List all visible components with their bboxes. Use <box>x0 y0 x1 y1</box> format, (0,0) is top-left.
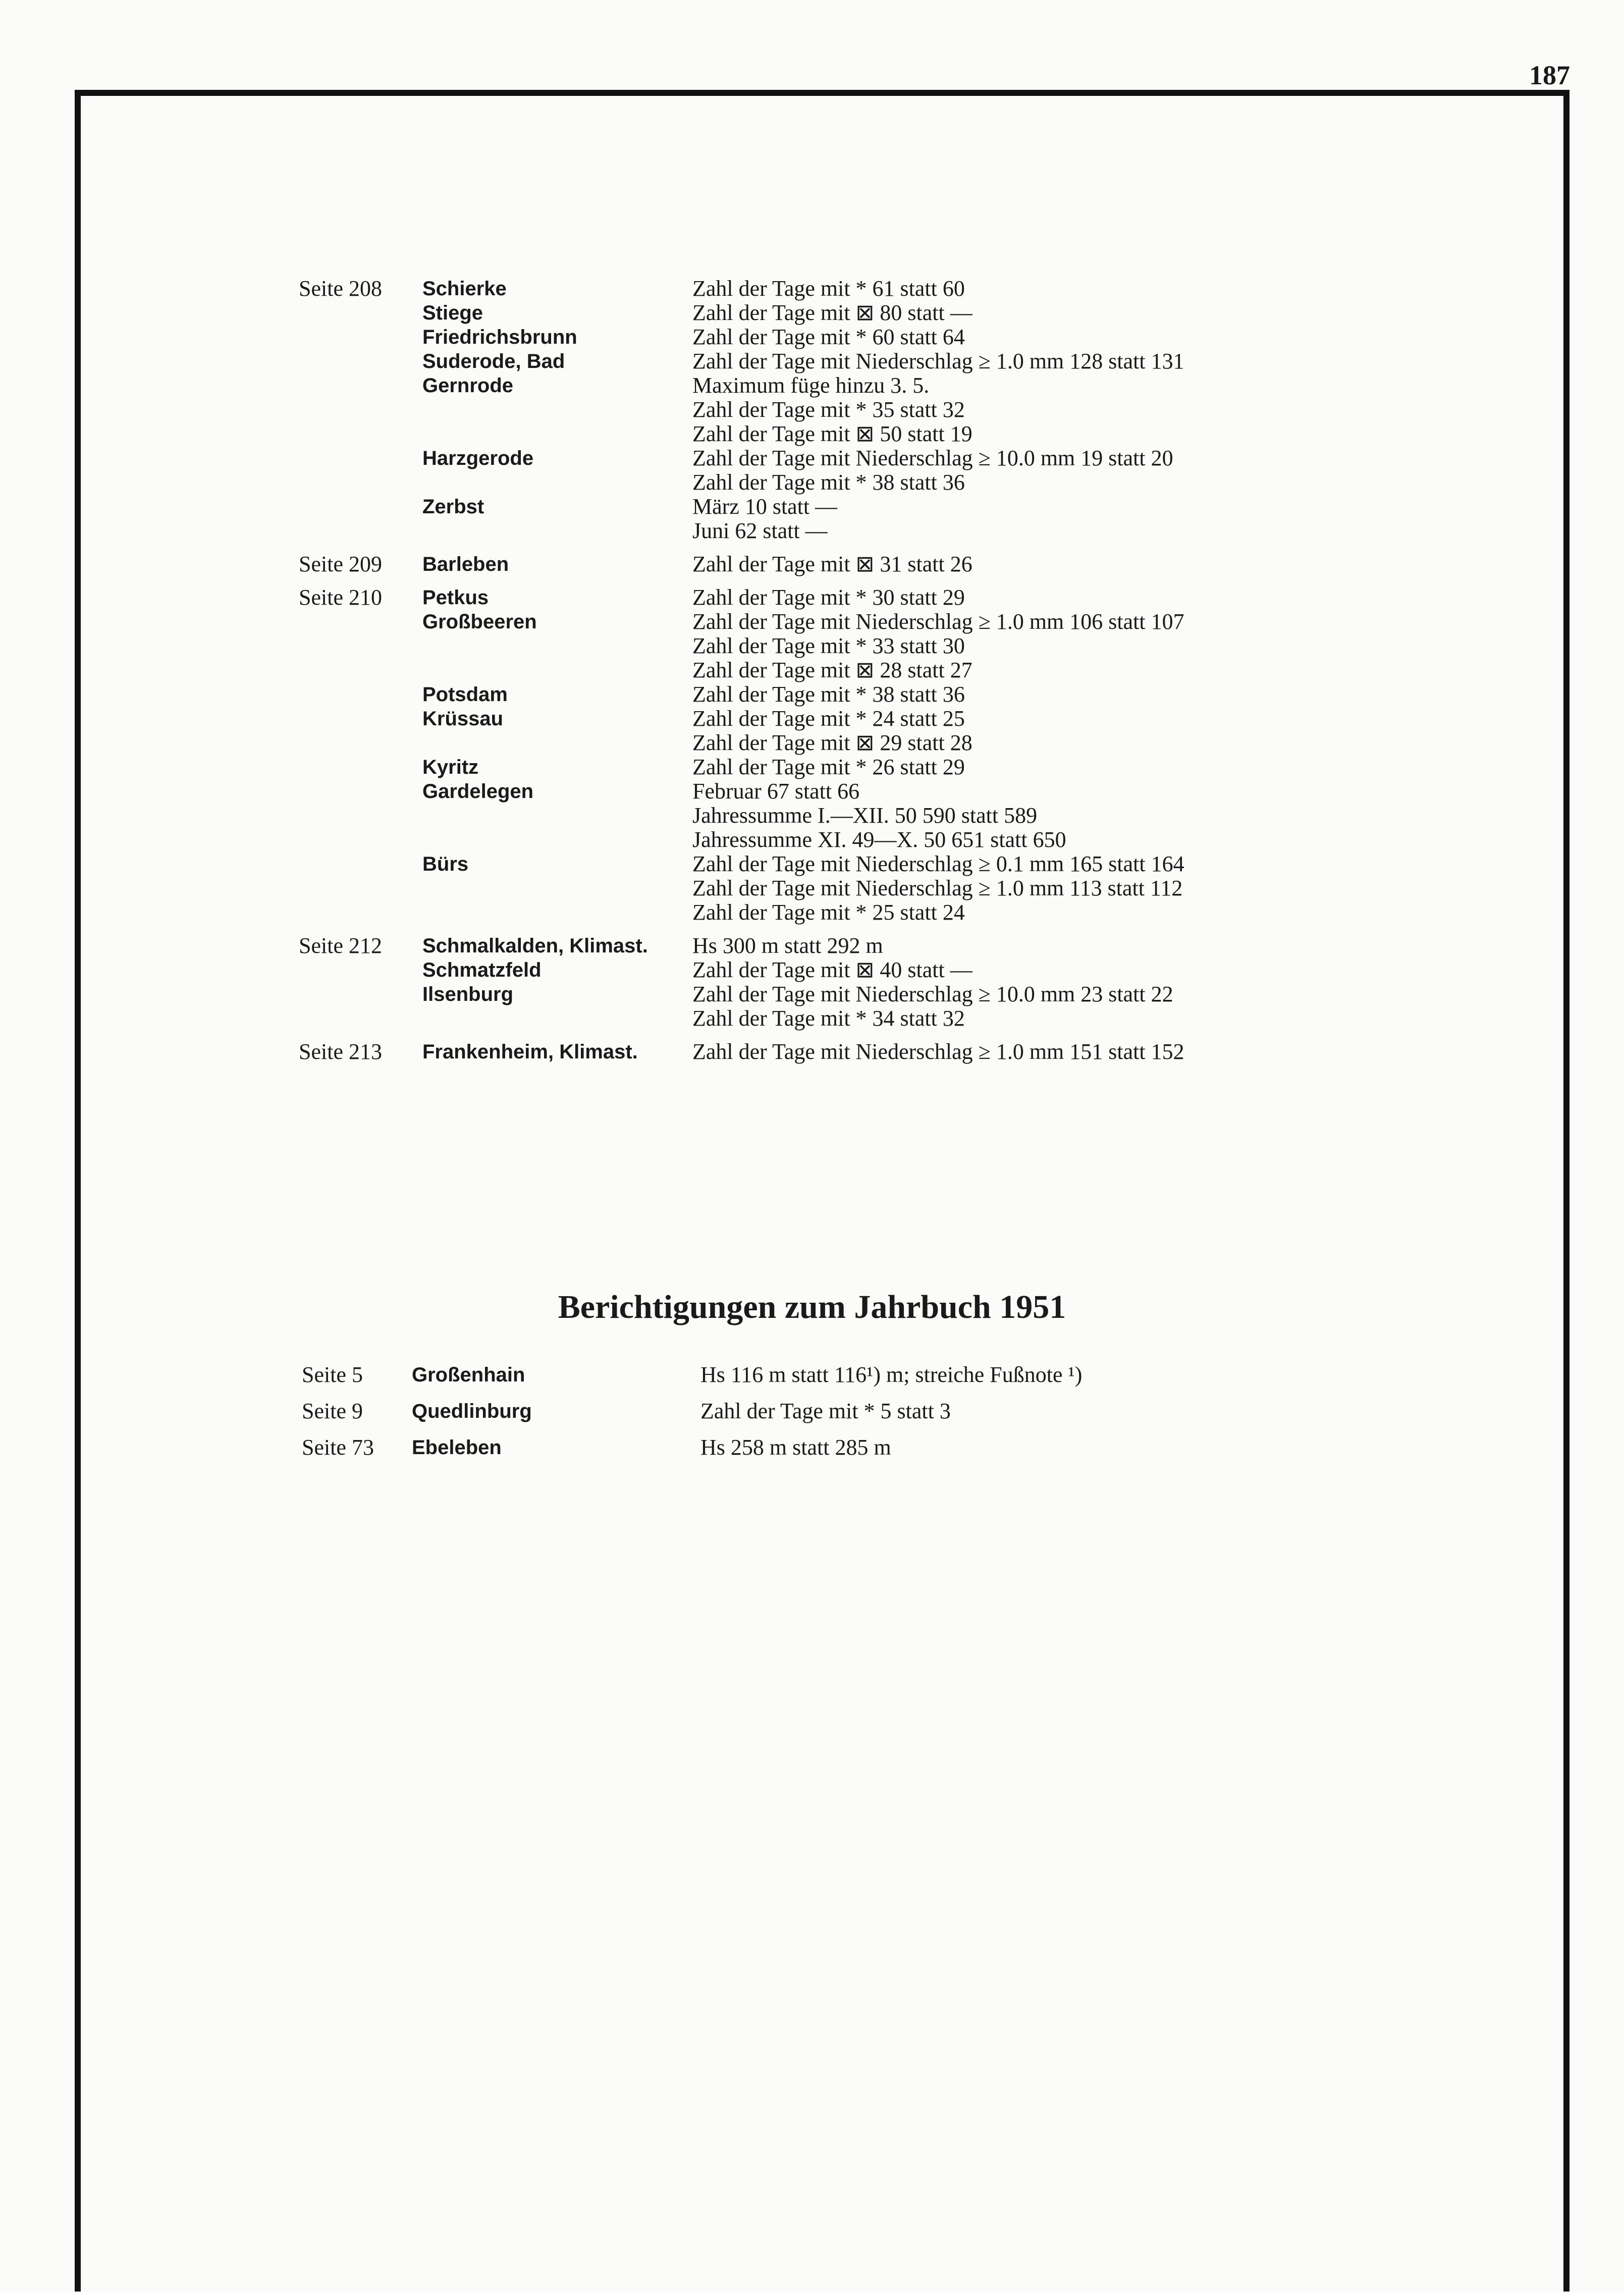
correction-row <box>422 707 1459 731</box>
correction-row <box>302 1393 1463 1429</box>
correction-text: Jahressumme I.—XII. 50 590 statt 589 <box>692 803 1038 828</box>
correction-text: Zahl der Tage mit * 38 statt 36 <box>692 470 965 495</box>
correction-row <box>422 495 1459 519</box>
page-reference: Seite 73 <box>302 1435 374 1460</box>
correction-row <box>302 1357 1463 1393</box>
correction-text: Juni 62 statt — <box>692 518 828 543</box>
correction-text: Zahl der Tage mit * 5 statt 3 <box>700 1399 951 1423</box>
correction-group <box>299 934 1459 1031</box>
station-name: Ilsenburg <box>422 983 514 1005</box>
correction-text: Zahl der Tage mit ⊠ 29 statt 28 <box>692 730 972 755</box>
section-heading: Berichtigungen zum Jahrbuch 1951 <box>558 1289 1066 1325</box>
page-reference: Seite 213 <box>299 1039 382 1064</box>
correction-row <box>422 900 1459 925</box>
station-name: Friedrichsbrunn <box>422 326 577 348</box>
station-name <box>422 470 692 495</box>
station-name: Harzgerode <box>422 447 534 469</box>
station-name: Potsdam <box>422 683 508 706</box>
station-name: Schmatzfeld <box>422 959 542 981</box>
correction-row <box>422 422 1459 446</box>
correction-text: Zahl der Tage mit ⊠ 80 statt — <box>692 300 972 325</box>
correction-text: Zahl der Tage mit Niederschlag ≥ 0.1 mm 165 statt 164 <box>692 851 1184 876</box>
correction-row <box>422 634 1459 658</box>
correction-row <box>422 610 1459 634</box>
correction-text: Zahl der Tage mit Niederschlag ≥ 1.0 mm 128 statt 131 <box>692 349 1184 374</box>
station-name: Gardelegen <box>422 780 534 803</box>
correction-text: Hs 258 m statt 285 m <box>700 1435 891 1460</box>
correction-row <box>422 755 1459 779</box>
correction-group <box>299 277 1459 543</box>
station-name: Krüssau <box>422 708 504 730</box>
page-reference: Seite 5 <box>302 1362 363 1387</box>
correction-text: Zahl der Tage mit * 33 statt 30 <box>692 633 965 658</box>
corrections-table-1 <box>299 277 1459 1073</box>
station-name: Bürs <box>422 853 469 875</box>
corrections-table-2 <box>302 1357 1463 1466</box>
correction-row <box>422 1006 1459 1031</box>
correction-text: Zahl der Tage mit * 60 statt 64 <box>692 325 965 349</box>
correction-text: Jahressumme XI. 49—X. 50 651 statt 650 <box>692 827 1066 852</box>
correction-text: Zahl der Tage mit * 30 statt 29 <box>692 585 965 610</box>
correction-row <box>422 779 1459 804</box>
station-name: Großenhain <box>412 1364 525 1386</box>
station-name <box>422 876 692 900</box>
correction-text: Zahl der Tage mit Niederschlag ≥ 1.0 mm 113 statt 112 <box>692 876 1183 900</box>
correction-text: Hs 300 m statt 292 m <box>692 933 883 958</box>
correction-row <box>422 519 1459 543</box>
station-name <box>422 828 692 852</box>
station-name: Stiege <box>422 302 483 324</box>
station-name: Ebeleben <box>412 1436 502 1459</box>
correction-text: Zahl der Tage mit Niederschlag ≥ 1.0 mm 151 statt 152 <box>692 1039 1184 1064</box>
station-name: Quedlinburg <box>412 1400 532 1422</box>
correction-row <box>422 374 1459 398</box>
correction-text: Zahl der Tage mit * 24 statt 25 <box>692 706 965 731</box>
correction-row <box>422 828 1459 852</box>
correction-row <box>422 585 1459 610</box>
station-name <box>422 1006 692 1031</box>
station-name <box>422 804 692 828</box>
group-rows <box>422 277 1459 543</box>
correction-row <box>422 301 1459 325</box>
station-name: Schierke <box>422 278 507 300</box>
station-name: Zerbst <box>422 496 484 518</box>
correction-text: Zahl der Tage mit Niederschlag ≥ 1.0 mm 106 statt 107 <box>692 609 1184 634</box>
correction-row <box>422 804 1459 828</box>
correction-row <box>422 1040 1459 1064</box>
correction-row <box>422 325 1459 349</box>
correction-group <box>299 552 1459 576</box>
correction-text: Zahl der Tage mit ⊠ 40 statt — <box>692 957 972 982</box>
correction-row <box>422 958 1459 982</box>
group-rows <box>422 552 1459 576</box>
correction-row <box>422 982 1459 1006</box>
correction-text: Zahl der Tage mit * 26 statt 29 <box>692 755 965 779</box>
group-rows <box>422 1040 1459 1064</box>
correction-group <box>299 1040 1459 1064</box>
correction-row <box>422 731 1459 755</box>
page-reference: Seite 209 <box>299 552 382 576</box>
station-name <box>422 519 692 543</box>
correction-text: Zahl der Tage mit ⊠ 31 statt 26 <box>692 552 972 576</box>
correction-row <box>422 552 1459 576</box>
station-name: Barleben <box>422 553 509 575</box>
station-name <box>422 658 692 682</box>
station-name <box>422 398 692 422</box>
group-rows <box>422 585 1459 925</box>
station-name: Kyritz <box>422 756 479 778</box>
group-rows <box>422 934 1459 1031</box>
correction-row <box>422 349 1459 374</box>
correction-row <box>422 446 1459 470</box>
station-name <box>422 422 692 446</box>
station-name: Schmalkalden, Klimast. <box>422 935 648 957</box>
correction-text: Zahl der Tage mit * 34 statt 32 <box>692 1006 965 1031</box>
correction-row <box>422 852 1459 876</box>
correction-row <box>302 1429 1463 1466</box>
correction-row <box>422 398 1459 422</box>
correction-row <box>422 876 1459 900</box>
page-reference: Seite 210 <box>299 585 382 610</box>
correction-text: Hs 116 m statt 116¹) m; streiche Fußnote ¹) <box>700 1362 1082 1387</box>
station-name <box>422 731 692 755</box>
page-number: 187 <box>1529 60 1570 90</box>
correction-group <box>299 585 1459 925</box>
station-name <box>422 634 692 658</box>
correction-row <box>422 277 1459 301</box>
correction-row <box>422 682 1459 707</box>
station-name <box>422 900 692 925</box>
station-name: Petkus <box>422 587 489 609</box>
page-reference: Seite 212 <box>299 933 382 958</box>
station-name: Suderode, Bad <box>422 350 565 372</box>
correction-text: Zahl der Tage mit * 25 statt 24 <box>692 900 965 925</box>
station-name: Gernrode <box>422 375 514 397</box>
correction-text: Maximum füge hinzu 3. 5. <box>692 373 930 398</box>
correction-text: März 10 statt — <box>692 494 838 519</box>
correction-text: Zahl der Tage mit Niederschlag ≥ 10.0 mm 19 statt 20 <box>692 446 1173 470</box>
page-reference: Seite 9 <box>302 1399 363 1423</box>
correction-text: Februar 67 statt 66 <box>692 779 860 804</box>
correction-text: Zahl der Tage mit * 38 statt 36 <box>692 682 965 707</box>
correction-text: Zahl der Tage mit * 61 statt 60 <box>692 276 965 301</box>
correction-text: Zahl der Tage mit Niederschlag ≥ 10.0 mm 23 statt 22 <box>692 982 1173 1006</box>
station-name: Großbeeren <box>422 611 537 633</box>
correction-text: Zahl der Tage mit ⊠ 50 statt 19 <box>692 421 972 446</box>
station-name: Frankenheim, Klimast. <box>422 1041 638 1063</box>
correction-row <box>422 470 1459 495</box>
correction-row <box>422 934 1459 958</box>
correction-text: Zahl der Tage mit * 35 statt 32 <box>692 397 965 422</box>
correction-row <box>422 658 1459 682</box>
correction-text: Zahl der Tage mit ⊠ 28 statt 27 <box>692 658 972 682</box>
page-reference: Seite 208 <box>299 276 382 301</box>
